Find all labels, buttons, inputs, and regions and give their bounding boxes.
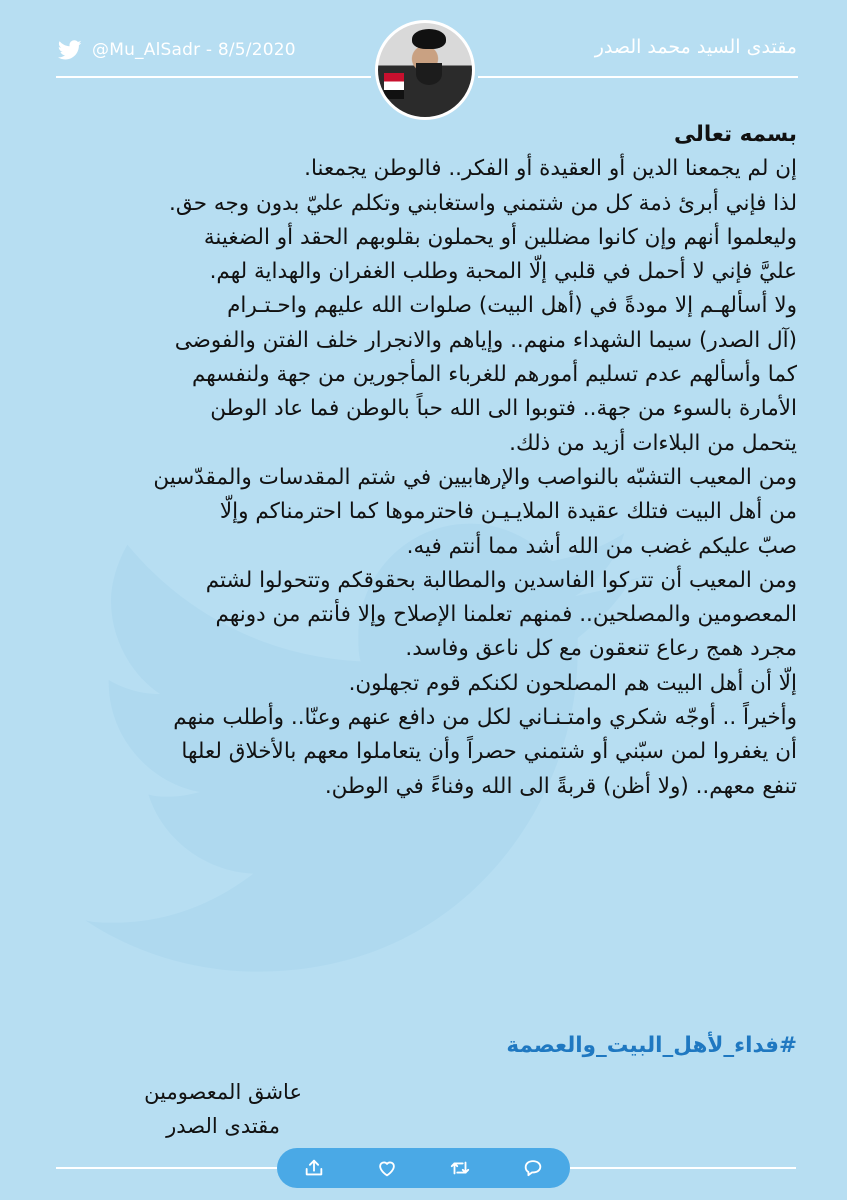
retweet-icon [449,1157,471,1179]
reply-icon [522,1157,544,1179]
post-line: ومن المعيب التشبّه بالنواصب والإرهابيين في شتم المقدسات والمقدّسين [153,464,797,490]
post-line: إن لم يجمعنا الدين أو العقيدة أو الفكر.. فالوطن يجمعنا. [304,156,797,182]
author-handle-block[interactable] [56,38,296,62]
post-body [37,118,797,804]
post-line: عليَّ فإني لا أحمل في قلبي إلّا المحبة وطلب الغفران والهداية لهم. [209,259,797,285]
post-line: وأخيراً .. أوجّه شكري وامتـنـاني لكل من دافع عنهم وعنّا.. وأطلب منهم [173,705,797,731]
turban-shape [412,29,446,49]
post-line: المعصومين والمصلحين.. فمنهم تعلمنا الإصلاح وإلا فأنتم من دونهم [215,602,797,628]
header-divider-left [56,76,371,78]
iraq-flag-icon [384,73,404,99]
author-handle-date[interactable]: @Mu_AlSadr - 8/5/2020 [92,40,296,60]
post-line: الأمارة بالسوء من جهة.. فتوبوا الى الله حباً بالوطن فما عاد الوطن [210,396,797,422]
post-line: (آل الصدر) سيما الشهداء منهم.. وإياهم والانجرار خلف الفتن والفوضى [174,327,797,353]
like-heart-icon [376,1157,398,1179]
signature-line-1: عاشق المعصومين [144,1080,302,1104]
post-line: يتحمل من البلاءات أزيد من ذلك. [509,430,797,456]
share-button[interactable] [300,1154,328,1182]
post-line: تنفع معهم.. (ولا أظن) قربةً الى الله وفناءً في الوطن. [324,773,797,799]
author-name[interactable]: مقتدى السيد محمد الصدر [594,36,797,58]
share-icon [303,1157,325,1179]
post-line: كما وأسألهم عدم تسليم أمورهم للغرباء المأجورين من جهة ولنفسهم [191,362,797,388]
signature [144,1075,302,1143]
retweet-button[interactable] [446,1154,474,1182]
post-line: إلّا أن أهل البيت هم المصلحون لكنكم قوم تجهلون. [348,670,797,696]
hashtag-link[interactable]: #فداء_لأهل_البيت_والعصمة [506,1033,797,1058]
reply-button[interactable] [519,1154,547,1182]
like-button[interactable] [373,1154,401,1182]
post-line: وليعلموا أنهم وإن كانوا مضللين أو يحملون بقلوبهم الحقد أو الضغينة [203,224,797,250]
post-line: بسمه تعالى [674,122,797,147]
post-line: أن يغفروا لمن سبّني أو شتمني حصراً وأن يتعاملوا معهم بالأخلاق لعلها [181,739,797,765]
header-divider-right [478,76,798,78]
post-line: صبّ عليكم غضب من الله أشد مما أنتم فيه. [406,533,797,559]
post-line: من أهل البيت فتلك عقيدة الملايـيـن فاحترموها كما احترمناكم وإلّا [219,499,797,525]
avatar[interactable] [375,20,475,120]
post-header [0,0,847,130]
action-bar [277,1148,570,1188]
post-line: ولا أسألهـم إلا مودةً في (أهل البيت) صلوات الله عليهم واحـتـرام [227,293,797,319]
signature-line-2: مقتدى الصدر [166,1114,281,1138]
twitter-bird-icon [56,38,84,62]
post-line: لذا فإني أبرئ ذمة كل من شتمني واستغابني وتكلم عليّ بدون وجه حق. [169,190,797,216]
beard-shape [416,63,442,85]
post-line: ومن المعيب أن تتركوا الفاسدين والمطالبة بحقوقكم وتتحولوا لشتم [205,567,797,593]
post-line: مجرد همج رعاع تنعقون مع كل ناعق وفاسد. [405,636,797,662]
